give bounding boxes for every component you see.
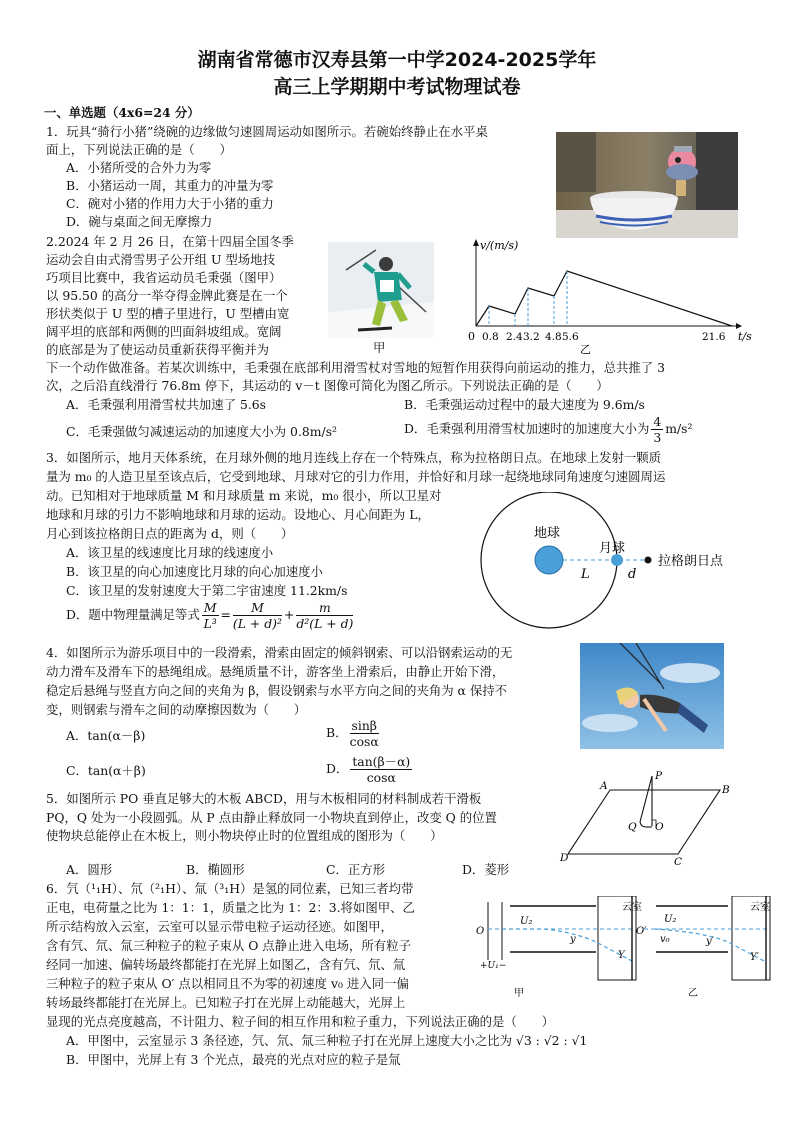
section-heading: 一、单选题（4x6=24 分）	[44, 105, 200, 120]
lagrange-label: 拉格朗日点	[658, 554, 724, 569]
graph-tick: 0.8	[482, 331, 499, 343]
q6-text-1: 6．氕（¹₁H）、氘（²₁H）、氚（³₁H）是氢的同位素，已知三者均带	[46, 881, 414, 896]
q3-option-d-text: D．题中物理量满足等式	[66, 607, 200, 622]
q5-option-b: B．椭圆形	[186, 862, 245, 877]
q3-text-1: 3．如图所示，地月天体系统，在月球外侧的地月连线上存在一个特殊点，称为拉格朗日点。在地球上发射一颗质	[46, 450, 662, 465]
q2-option-d	[404, 414, 693, 445]
label-y-prime: y′	[706, 936, 714, 947]
q6-text-4: 含有氕、氘、氚三种粒子的粒子束从 O 点静止进入电场，所有粒子	[46, 938, 411, 953]
q4-option-b	[326, 718, 381, 749]
label-o-jia: O	[476, 926, 485, 937]
q1-option-a: A．小猪所受的合外力为零	[66, 160, 212, 175]
q4-option-d	[326, 754, 414, 785]
q2-option-b: B．毛秉强运动过程中的最大速度为 9.6m/s	[404, 397, 645, 412]
diagram-jia	[476, 896, 642, 999]
moon-label: 月球	[599, 541, 626, 556]
label-c: C	[674, 856, 683, 868]
q2-option-d-text: D．毛秉强利用滑雪杖加速时的加速度大小为	[404, 421, 650, 436]
distance-d-label: d	[628, 567, 637, 582]
q-arc	[640, 822, 646, 827]
label-y: y	[570, 934, 576, 945]
label-d: D	[560, 852, 569, 864]
caption-yi: 乙	[688, 988, 698, 999]
pq-slide	[640, 776, 652, 822]
q5-text-2: PQ，Q 处为一小段圆弧。从 P 点由静止释放同一小物块直到停止，改变 Q 的位置	[46, 810, 497, 825]
q2-d-numerator: 4	[653, 414, 662, 429]
q3-option-b: B．该卫星的向心加速度比月球的向心加速度小	[66, 564, 323, 579]
q5-text-1: 5．如图所示 PO 垂直足够大的木板 ABCD，用与木板相同的材料制成若干滑板	[46, 791, 482, 806]
graph-tick: 2.4	[506, 331, 523, 343]
q1-pig-bowl-photo	[556, 132, 738, 238]
q6-text-8: 显现的光点亮度越高，不计阻力、粒子间的相互作用和粒子重力，下列说法正确的是（ ）	[46, 1014, 555, 1029]
q3-text-3: 动。已知相对于地球质量 M 和月球质量 m 来说，m₀ 很小，所以卫星对	[46, 488, 442, 503]
q3-earth-moon-diagram	[478, 492, 778, 632]
graph-origin: 0	[468, 330, 475, 343]
label-Y: Y	[618, 950, 625, 961]
q2-text-7: 的底部是为了使运动员重新获得平衡并为	[46, 342, 270, 357]
earth-label: 地球	[534, 526, 561, 541]
q4-text-3: 稳定后悬绳与竖直方向之间的夹角为 β，假设钢索与水平方向之间的夹角为 α 保持不	[46, 683, 508, 698]
graph-caption: 乙	[580, 343, 591, 356]
graph-y-arrow	[473, 239, 479, 246]
q3-eq2-num: M	[233, 600, 282, 616]
q1-option-d: D．碗与桌面之间无摩擦力	[66, 214, 213, 229]
board-abcd	[568, 790, 720, 854]
graph-tick: 4.8	[545, 331, 562, 343]
caption-jia: 甲	[514, 988, 524, 999]
q6-text-2: 正电，电荷量之比为 1：1：1，质量之比为 1：2：3.将如图甲、乙	[46, 900, 415, 915]
q6-option-b: B．甲图中，光屏上有 3 个光点，最亮的光点对应的粒子是氚	[66, 1052, 401, 1067]
earth-circle	[535, 546, 563, 574]
q2-text-2: 运动会自由式滑雪男子公开组 U 型场地技	[46, 252, 275, 267]
q4-zipline-photo	[580, 643, 724, 749]
graph-tick: 21.6	[702, 331, 726, 343]
q5-option-c: C．正方形	[326, 862, 386, 877]
q3-eq1-num: M	[203, 600, 217, 615]
graph-tick: 5.6	[562, 331, 579, 343]
q3-eq2-den: (L + d)²	[232, 616, 282, 631]
q3-option-d: D．题中物理量满足等式 $\frac{M}{\text{L³}}$ = $\frac{M}{\text{(L + d)²}}$ + $\frac{m}{\text{d²(L + d)}}$	[66, 600, 354, 631]
q2-text-9: 次，之后沿直线滑行 76.8m 停下，其运动的 v－t 图像可简化为图乙所示。下列说法正确的是（ ）	[46, 378, 609, 393]
q2-skier-photo	[328, 242, 434, 338]
q3-eq-term-2	[233, 600, 282, 631]
q3-text-2: 量为 m₀ 的人造卫星至该点后，它受到地球、月球对它的引力作用，并恰好和月球一起绕地球同角速度匀速圆周运	[46, 469, 666, 484]
q4-option-a: A．tan(α－β)	[66, 728, 146, 743]
label-q: Q	[628, 821, 637, 833]
q4-text-4: 变，则钢索与滑车之间的动摩擦因数为（ ）	[46, 702, 307, 717]
q3-eq3-den: d²(L + d)	[296, 616, 354, 631]
label-a: A	[600, 780, 608, 792]
q4-option-b-label: B．	[326, 725, 348, 740]
label-b: B	[722, 784, 730, 796]
q3-text-5: 月心到该拉格朗日点的距离为 d，则（ ）	[46, 526, 294, 541]
diagram-yi	[636, 896, 770, 999]
q2-option-d-unit: m/s²	[665, 421, 693, 436]
q3-eq-term-1	[202, 600, 219, 631]
q2-text-6: 阔平坦的底部和两侧的凹面斜坡组成。宽阔	[46, 324, 282, 339]
q3-option-c: C．该卫星的发射速度大于第二宇宙速度 11.2km/s	[66, 583, 348, 598]
distance-l-label: L	[581, 567, 590, 582]
q1-option-b: B．小猪运动一周，其重力的冲量为零	[66, 178, 274, 193]
q6-text-6: 三种粒子的粒子束从 O′ 点以相同且不为零的初速度 v₀ 进入同一偏	[46, 976, 409, 991]
q4-option-b-fraction	[350, 718, 379, 749]
q2-text-5: 形状类似于 U 型的槽子里进行，U 型槽由宽	[46, 306, 290, 321]
q4-text-2: 动力滑车及滑车下的悬绳组成。悬绳质量不计，游客坐上滑索后，由静止开始下滑，	[46, 664, 505, 679]
page-subtitle: 高三上学期期中考试物理试卷	[273, 76, 521, 98]
label-u2-jia: U₂	[520, 916, 533, 927]
label-o-prime: O′	[636, 926, 647, 937]
q2-fig-label-left: 甲	[373, 340, 386, 355]
graph-y-label: v/(m/s)	[480, 239, 519, 252]
q5-board-diagram	[556, 770, 732, 868]
label-v0: v₀	[660, 934, 670, 945]
q4-b-den: cosα	[349, 734, 379, 749]
q2-option-c: C．毛秉强做匀减速运动的加速度大小为 0.8m/s²	[66, 424, 338, 439]
label-u1: +U₁−	[480, 961, 507, 971]
label-o: O	[655, 821, 664, 833]
q2-option-a: A．毛秉强利用滑雪杖共加速了 5.6s	[66, 397, 267, 412]
q4-option-d-label: D．	[326, 761, 349, 776]
q6-text-5: 经同一加速、偏转场最终都能打在光屏上如图乙，含有氕、氘、氚	[46, 957, 406, 972]
q5-option-a: A．圆形	[66, 862, 113, 877]
q3-text-4: 地球和月球的引力不影响地球和月球的运动。设地心、月心间距为 L，	[46, 507, 430, 522]
q5-text-3: 使物块总能停止在木板上，则小物块停止时的位置组成的图形为（ ）	[46, 828, 443, 843]
q3-option-a: A．该卫星的线速度比月球的线速度小	[66, 545, 274, 560]
q1-stem-2: 面上，下列说法正确的是（ ）	[46, 142, 232, 157]
q4-option-c: C．tan(α＋β)	[66, 763, 146, 778]
chamber-label-jia: 云室	[622, 902, 642, 913]
q2-vt-graph	[446, 236, 756, 356]
q6-text-3: 所示结构放入云室，云室可以显示带电粒子运动径迹。如图甲，	[46, 919, 393, 934]
label-p: P	[655, 770, 663, 782]
q2-text-8: 下一个动作做准备。若某次训练中，毛秉强在底部利用滑雪杖对雪地的短暂作用获得向前运动的推力，总共推了 3	[46, 360, 665, 375]
page-title: 湖南省常德市汉寿县第一中学2024-2025学年	[197, 49, 597, 71]
label-u2-yi: U₂	[664, 914, 677, 925]
q3-eq1-den: L³	[203, 616, 217, 631]
q6-text-7: 转场最终都能打在光屏上。已知粒子打在光屏上动能越大，光屏上	[46, 995, 406, 1010]
q4-d-num: tan(β－α)	[352, 754, 411, 769]
q3-eq3-num: m	[296, 600, 353, 616]
q4-b-num: sinβ	[351, 718, 377, 733]
q4-d-den: cosα	[366, 770, 396, 785]
graph-x-label: t/s	[738, 330, 752, 343]
q4-text-1: 4．如图所示为游乐项目中的一段滑索，滑索由固定的倾斜钢索、可以沿钢索运动的无	[46, 645, 513, 660]
chamber-label-yi: 云室	[750, 902, 770, 913]
label-Y-prime: Y′	[750, 952, 759, 963]
graph-x-arrow	[736, 323, 742, 329]
q2-text-4: 以 95.50 的高分一举夺得金牌此赛是在一个	[46, 288, 288, 303]
q2-d-denominator: 3	[653, 430, 662, 445]
q1-option-c: C．碗对小猪的作用力大于小猪的重力	[66, 196, 274, 211]
q2-option-d-fraction	[651, 414, 663, 445]
q5-option-d: D．菱形	[462, 862, 510, 877]
q2-text-1: 2.2024 年 2 月 26 日，在第十四届全国冬季	[46, 234, 294, 249]
q3-eq-term-3	[296, 600, 353, 631]
q6-cloud-chamber-diagrams	[474, 896, 774, 1002]
graph-tick: 3.2	[523, 331, 540, 343]
q4-option-d-fraction	[350, 754, 412, 785]
trajectory-jia	[502, 929, 634, 962]
q2-text-3: 巧项目比赛中，我省运动员毛秉强（图甲）	[46, 270, 282, 285]
graph-vt-line	[476, 271, 732, 326]
lagrange-point	[645, 557, 652, 564]
q6-option-a: A．甲图中，云室显示 3 条径迹，氕、氘、氚三种粒子打在光屏上速度大小之比为 √3 : √2 : √1	[66, 1033, 588, 1048]
q1-stem-1: 1．玩具“骑行小猪”绕碗的边缘做匀速圆周运动如图所示。若碗始终静止在水平桌	[46, 124, 488, 139]
